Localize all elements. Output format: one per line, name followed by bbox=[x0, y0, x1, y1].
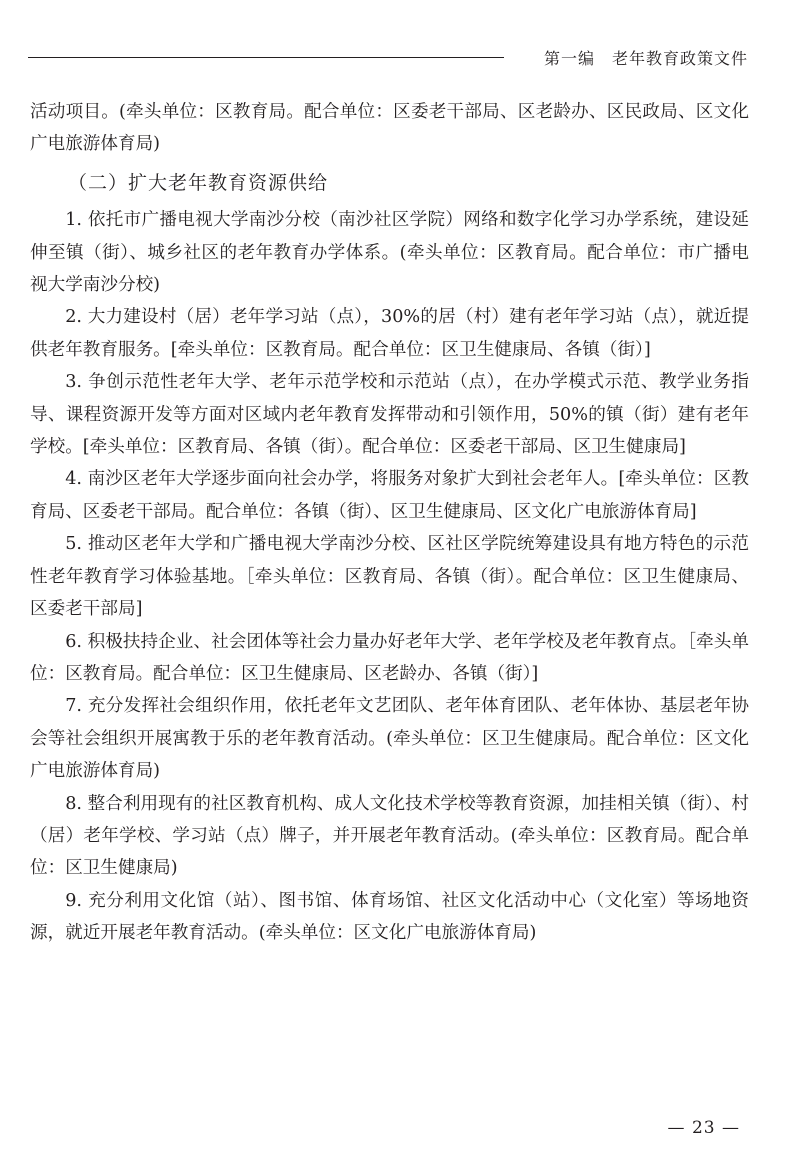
list-item-6: 6. 积极扶持企业、社会团体等社会力量办好老年大学、老年学校及老年教育点。［牵头单位：区教育局。配合单位：区卫生健康局、区老龄办、各镇（街）] bbox=[30, 631, 749, 684]
list-item-7: 7. 充分发挥社会组织作用，依托老年文艺团队、老年体育团队、老年体协、基层老年协会等社会组织开展寓教于乐的老年教育活动。(牵头单位：区卫生健康局。配合单位：区文化广电旅游体育局) bbox=[30, 696, 749, 782]
list-item-2: 2. 大力建设村（居）老年学习站（点），30%的居（村）建有老年学习站（点），就近提供老年教育服务。[牵头单位：区教育局。配合单位：区卫生健康局、各镇（街）] bbox=[30, 307, 749, 360]
list-item-5: 5. 推动区老年大学和广播电视大学南沙分校、区社区学院统筹建设具有地方特色的示范性老年教育学习体验基地。［牵头单位：区教育局、各镇（街）。配合单位：区卫生健康局、区委老干部局] bbox=[30, 534, 749, 620]
running-head: 第一编 老年教育政策文件 bbox=[543, 49, 748, 68]
page-body bbox=[30, 96, 749, 950]
section-heading: （二）扩大老年教育资源供给 bbox=[68, 171, 329, 194]
list-item-4: 4. 南沙区老年大学逐步面向社会办学，将服务对象扩大到社会老年人。[牵头单位：区教育局、区委老干部局。配合单位：各镇（街）、区卫生健康局、区文化广电旅游体育局] bbox=[30, 469, 749, 522]
list-item-1: 1. 依托市广播电视大学南沙分校（南沙社区学院）网络和数字化学习办学系统，建设延伸至镇（街）、城乡社区的老年教育办学体系。(牵头单位：区教育局。配合单位：市广播电视大学南沙分校) bbox=[30, 210, 749, 296]
list-item-3: 3. 争创示范性老年大学、老年示范学校和示范站（点），在办学模式示范、教学业务指导、课程资源开发等方面对区域内老年教育发挥带动和引领作用，50%的镇（街）建有老年学校。[牵头单位：区教育局、各镇（街）。配合单位：区委老干部局、区卫生健康局] bbox=[30, 372, 749, 458]
list-item-8: 8. 整合利用现有的社区教育机构、成人文化技术学校等教育资源，加挂相关镇（街）、村（居）老年学校、学习站（点）牌子，并开展老年教育活动。(牵头单位：区教育局。配合单位：区卫生健康局) bbox=[30, 793, 749, 879]
page-number: — 23 — bbox=[667, 1118, 740, 1138]
header-rule bbox=[28, 57, 504, 58]
continuation-paragraph: 活动项目。(牵头单位：区教育局。配合单位：区委老干部局、区老龄办、区民政局、区文化广电旅游体育局) bbox=[30, 102, 749, 155]
list-item-9: 9. 充分利用文化馆（站）、图书馆、体育场馆、社区文化活动中心（文化室）等场地资源，就近开展老年教育活动。(牵头单位：区文化广电旅游体育局) bbox=[30, 890, 749, 944]
